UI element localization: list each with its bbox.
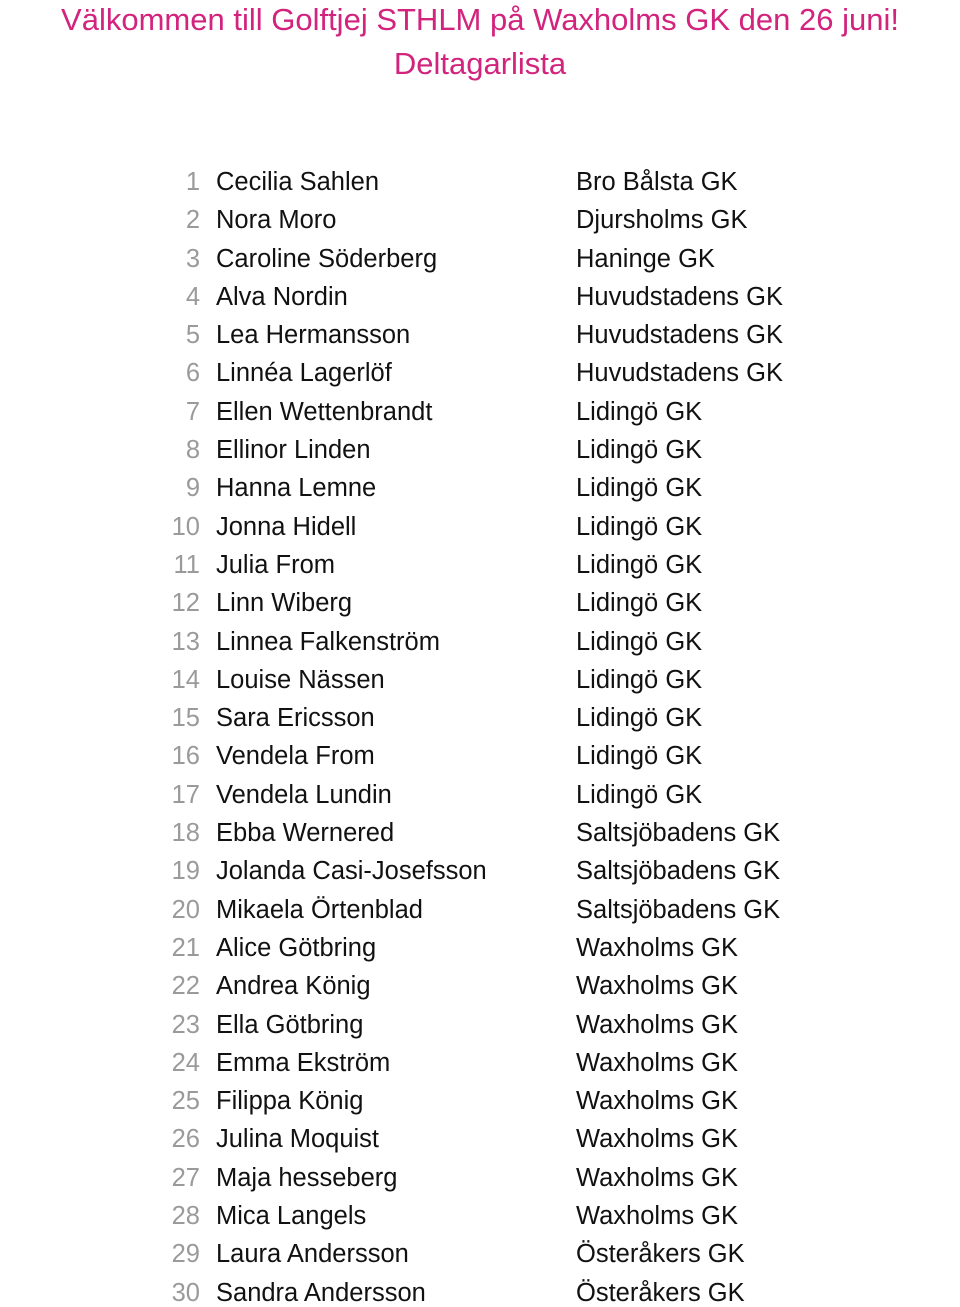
participant-row (0, 891, 960, 929)
participant-name: Alice Götbring (216, 933, 377, 962)
participant-row (0, 584, 960, 622)
participant-club: Saltsjöbadens GK (576, 895, 781, 924)
participant-row (0, 201, 960, 239)
participant-number: 5 (185, 321, 200, 350)
participant-number: 9 (185, 474, 200, 503)
participant-number: 29 (171, 1240, 200, 1269)
participant-row (0, 469, 960, 507)
participant-row (0, 929, 960, 967)
participant-number: 12 (171, 589, 200, 618)
participant-club: Waxholms GK (576, 1010, 739, 1039)
participant-number: 28 (171, 1202, 200, 1231)
participant-list (0, 163, 960, 1307)
participant-row (0, 1044, 960, 1082)
participant-club: Lidingö GK (576, 742, 703, 771)
participant-number: 2 (185, 206, 200, 235)
participant-name: Hanna Lemne (216, 474, 377, 503)
participant-name: Linnéa Lagerlöf (216, 359, 392, 388)
participant-name: Ebba Wernered (216, 819, 395, 848)
participant-row (0, 1006, 960, 1044)
participant-row (0, 431, 960, 469)
participant-name: Julina Moquist (216, 1125, 379, 1154)
participant-number: 26 (171, 1125, 200, 1154)
participant-name: Julia From (216, 550, 336, 579)
participant-club: Lidingö GK (576, 550, 703, 579)
participant-name: Vendela From (216, 742, 375, 771)
participant-number: 4 (185, 282, 200, 311)
participant-club: Huvudstadens GK (576, 359, 783, 388)
participant-number: 18 (171, 819, 200, 848)
participant-number: 16 (171, 742, 200, 771)
participant-name: Jolanda Casi-Josefsson (216, 857, 487, 886)
participant-name: Nora Moro (216, 206, 337, 235)
participant-club: Lidingö GK (576, 397, 703, 426)
participant-number: 13 (171, 627, 200, 656)
participant-row (0, 240, 960, 278)
participant-name: Ellinor Linden (216, 436, 371, 465)
participant-number: 6 (185, 359, 200, 388)
participant-name: Ellen Wettenbrandt (216, 397, 433, 426)
participant-row (0, 546, 960, 584)
participant-club: Österåkers GK (576, 1278, 745, 1307)
participant-row (0, 316, 960, 354)
participant-number: 10 (171, 512, 200, 541)
participant-name: Louise Nässen (216, 665, 385, 694)
participant-name: Vendela Lundin (216, 780, 392, 809)
participant-number: 1 (185, 168, 200, 196)
participant-club: Djursholms GK (576, 206, 748, 235)
participant-number: 8 (185, 436, 200, 465)
participant-row (0, 1082, 960, 1120)
participant-club: Lidingö GK (576, 665, 703, 694)
participant-club: Waxholms GK (576, 1202, 739, 1231)
participant-number: 21 (171, 933, 200, 962)
participant-name: Sara Ericsson (216, 704, 375, 733)
participant-number: 19 (171, 857, 200, 886)
participant-row (0, 852, 960, 890)
participant-club: Haninge GK (576, 244, 715, 273)
page-title: Välkommen till Golftjej STHLM på Waxholms GK den 26 juni! (61, 2, 899, 37)
participant-number: 17 (171, 780, 200, 809)
participant-name: Filippa König (216, 1087, 364, 1116)
participant-number: 27 (171, 1163, 200, 1192)
participant-number: 11 (173, 550, 200, 579)
page-subtitle: Deltagarlista (393, 46, 567, 81)
participant-row (0, 699, 960, 737)
participant-number: 23 (171, 1010, 200, 1039)
participant-number: 24 (171, 1048, 200, 1077)
participant-name: Emma Ekström (216, 1048, 391, 1077)
participant-row (0, 354, 960, 392)
participant-club: Waxholms GK (576, 972, 739, 1001)
participant-club: Lidingö GK (576, 474, 703, 503)
participant-row (0, 1235, 960, 1273)
participant-number: 25 (171, 1087, 200, 1116)
participant-club: Lidingö GK (576, 436, 703, 465)
participant-club: Lidingö GK (576, 589, 703, 618)
participant-club: Lidingö GK (576, 780, 703, 809)
participant-name: Ella Götbring (216, 1010, 364, 1039)
participant-row (0, 814, 960, 852)
participant-club: Saltsjöbadens GK (576, 819, 781, 848)
participant-club: Lidingö GK (576, 627, 703, 656)
participant-name: Sandra Andersson (216, 1278, 426, 1307)
participant-row (0, 508, 960, 546)
participant-name: Laura Andersson (216, 1240, 409, 1269)
participant-club: Österåkers GK (576, 1240, 745, 1269)
participant-number: 7 (185, 397, 200, 426)
participant-club: Waxholms GK (576, 1087, 739, 1116)
participant-row (0, 1274, 960, 1307)
participant-number: 15 (171, 704, 200, 733)
participant-number: 14 (171, 665, 200, 694)
participant-number: 30 (171, 1278, 200, 1307)
participant-name: Jonna Hidell (216, 512, 357, 541)
participant-club: Bro Bålsta GK (576, 168, 738, 196)
participant-club: Waxholms GK (576, 1163, 739, 1192)
participant-number: 22 (171, 972, 200, 1001)
participant-row (0, 737, 960, 775)
participant-number: 3 (185, 244, 200, 273)
participant-row (0, 1120, 960, 1158)
participant-row (0, 1197, 960, 1235)
participant-name: Caroline Söderberg (216, 244, 438, 273)
participant-row (0, 967, 960, 1005)
participant-name: Alva Nordin (216, 282, 348, 311)
participant-club: Waxholms GK (576, 1125, 739, 1154)
participant-row (0, 163, 960, 201)
participant-row (0, 661, 960, 699)
participant-name: Maja hesseberg (216, 1163, 398, 1192)
participant-club: Lidingö GK (576, 704, 703, 733)
participant-row (0, 393, 960, 431)
participant-row (0, 1159, 960, 1197)
participant-club: Saltsjöbadens GK (576, 857, 781, 886)
participant-club: Huvudstadens GK (576, 282, 783, 311)
participant-row (0, 278, 960, 316)
participant-row (0, 623, 960, 661)
participant-club: Lidingö GK (576, 512, 703, 541)
participant-name: Mikaela Örtenblad (216, 895, 423, 924)
participant-name: Linnea Falkenström (216, 627, 440, 656)
participant-name: Linn Wiberg (216, 589, 353, 618)
participant-name: Andrea König (216, 972, 371, 1001)
participant-name: Mica Langels (216, 1202, 367, 1231)
participant-name: Lea Hermansson (216, 321, 411, 350)
participant-club: Waxholms GK (576, 933, 739, 962)
participant-club: Waxholms GK (576, 1048, 739, 1077)
participant-number: 20 (171, 895, 200, 924)
participant-row (0, 776, 960, 814)
participant-club: Huvudstadens GK (576, 321, 783, 350)
participant-name: Cecilia Sahlen (216, 168, 380, 196)
